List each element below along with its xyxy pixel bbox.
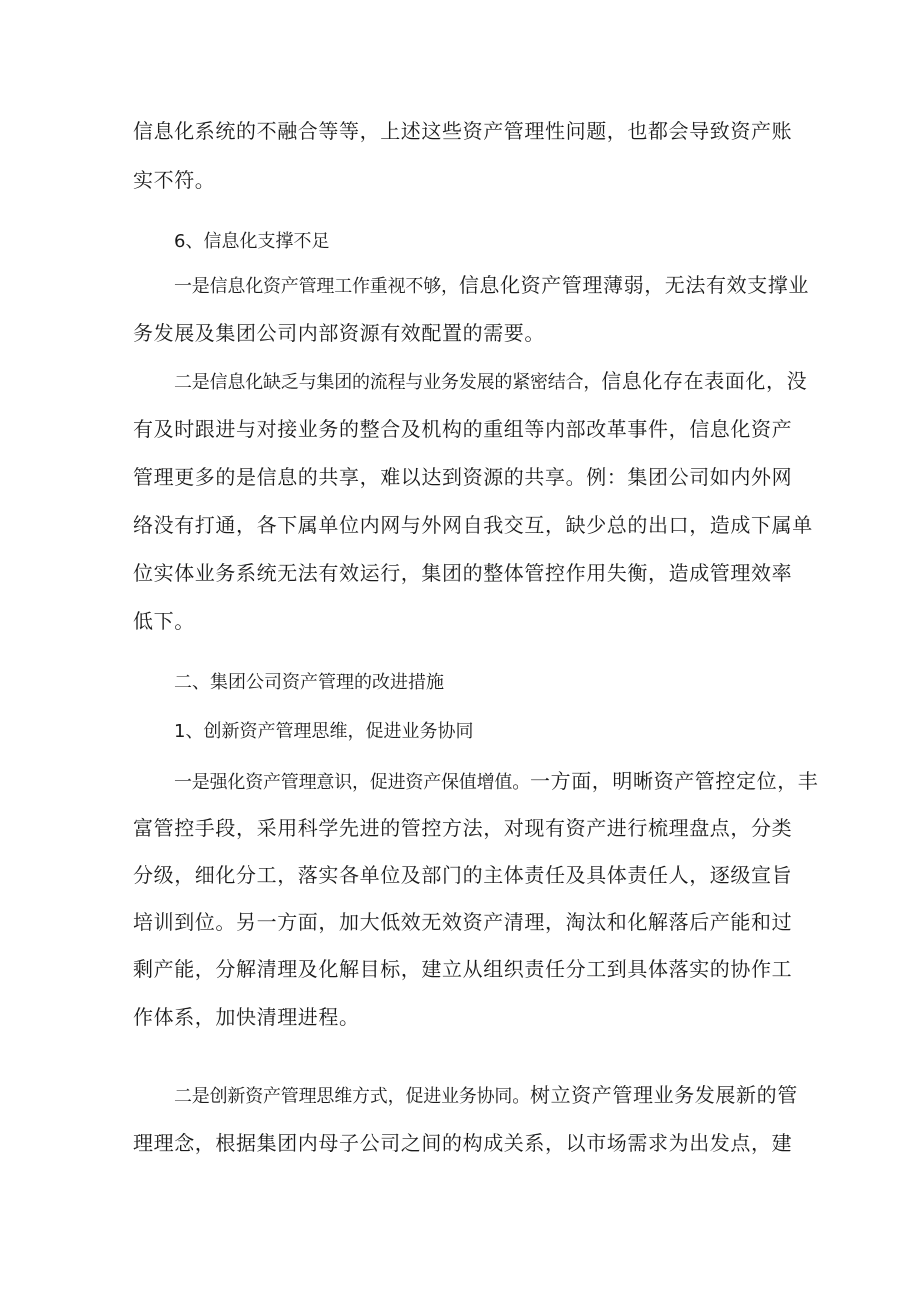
para-line — [133, 815, 920, 841]
part-heading-text: 二、集团公司资产管理的改进措施 — [174, 672, 444, 693]
para-text: 信息化存在表面化，没 — [601, 369, 808, 393]
para-line — [133, 320, 920, 346]
para-text: 作体系，加快清理进程。 — [133, 1005, 360, 1029]
para-text: 理理念，根据集团内母子公司之间的构成关系，以市场需求为出发点，建 — [133, 1131, 793, 1155]
para-text: 分级，细化分工，落实各单位及部门的主体责任及具体责任人，逐级宣旨 — [133, 863, 793, 887]
subsection-heading-1 — [174, 719, 920, 745]
section-heading-6 — [174, 229, 920, 255]
para-text: 树立资产管理业务发展新的管 — [530, 1083, 798, 1107]
section-heading-text: 6、信息化支撑不足 — [174, 231, 330, 252]
intro-text: 实不符。 — [133, 168, 216, 192]
para-line — [133, 1130, 920, 1156]
para-line — [133, 416, 920, 442]
para-text: 富管控手段，采用科学先进的管控方法，对现有资产进行梳理盘点，分类 — [133, 816, 793, 840]
para-lead: 二是创新资产管理思维方式，促进业务协同。 — [174, 1086, 530, 1107]
part-heading-2 — [174, 670, 920, 696]
para-line — [174, 368, 920, 396]
intro-line-1 — [133, 118, 920, 144]
para-line — [133, 909, 920, 935]
para-line — [174, 272, 920, 300]
para-text: 务发展及集团公司内部资源有效配置的需要。 — [133, 321, 545, 345]
para-text: 位实体业务系统无法有效运行，集团的整体管控作用失衡，造成管理效率 — [133, 561, 793, 585]
para-lead: 一是信息化资产管理工作重视不够， — [174, 276, 459, 297]
para-text: 培训到位。另一方面，加大低效无效资产清理，淘汰和化解落后产能和过 — [133, 910, 793, 934]
para-text: 一方面，明晰资产管控定位，丰 — [530, 769, 819, 793]
para-line — [133, 956, 920, 982]
para-lead: 二是信息化缺乏与集团的流程与业务发展的紧密结合， — [174, 372, 602, 393]
para-text: 络没有打通，各下属单位内网与外网自我交互，缺少总的出口，造成下属单 — [133, 513, 813, 537]
para-lead: 一是强化资产管理意识，促进资产保值增值。 — [174, 772, 530, 793]
para-text: 信息化资产管理薄弱，无法有效支撑业 — [458, 273, 810, 297]
para-line — [133, 862, 920, 888]
para-line — [133, 464, 920, 490]
para-text: 有及时跟进与对接业务的整合及机构的重组等内部改革事件，信息化资产 — [133, 417, 793, 441]
para-line — [174, 1082, 920, 1110]
para-line — [133, 1004, 920, 1030]
para-text: 剩产能，分解清理及化解目标，建立从组织责任分工到具体落实的协作工 — [133, 957, 793, 981]
para-line — [174, 768, 920, 796]
para-text: 管理更多的是信息的共享，难以达到资源的共享。例：集团公司如内外网 — [133, 465, 793, 489]
para-line — [133, 560, 920, 586]
para-line — [133, 512, 920, 538]
intro-line-2 — [133, 167, 920, 193]
subsection-heading-text: 1、创新资产管理思维，促进业务协同 — [174, 721, 474, 742]
para-text: 低下。 — [133, 609, 195, 633]
para-line — [133, 608, 920, 634]
intro-text: 信息化系统的不融合等等，上述这些资产管理性问题，也都会导致资产账 — [133, 119, 793, 143]
